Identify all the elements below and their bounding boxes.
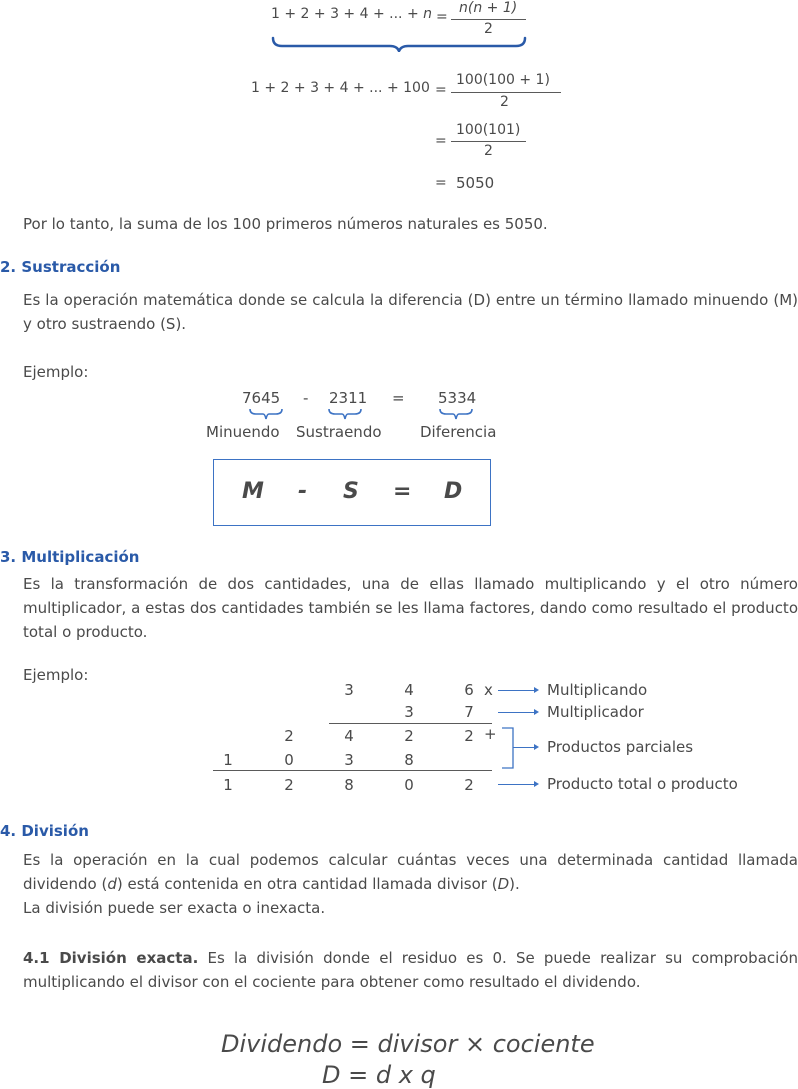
sum-line1-denominator: 2: [500, 94, 509, 110]
subtraction-equals: =: [392, 389, 405, 407]
mult-row5-d3: 8: [344, 776, 354, 794]
sum-formula-numerator: n(n + 1): [459, 0, 518, 16]
division-desc-part3: ).: [509, 875, 520, 893]
mult-row4-d1: 1: [223, 751, 233, 769]
multiplication-example-label: Ejemplo:: [23, 666, 89, 684]
mult-row2-d2: 7: [464, 703, 474, 721]
sum-formula-var: n: [423, 6, 433, 22]
division-description: [23, 848, 798, 896]
mult-row5-d2: 2: [284, 776, 294, 794]
sum-line2-numerator: 100(101): [456, 122, 521, 138]
sum-line2-eq: =: [435, 133, 447, 149]
multiplication-heading: 3. Multiplicación: [0, 548, 140, 566]
box-D: D: [444, 479, 463, 504]
arrow-partials-line: [513, 747, 534, 748]
subtraction-description: Es la operación matemática donde se calcula la diferencia (D) entre un término llamado minuendo (M) y otro sustraendo (S).: [23, 291, 798, 333]
subtrahend-brace-icon: [327, 408, 363, 420]
arrow-product-icon: [534, 781, 539, 787]
label-multiplicand: Multiplicando: [547, 681, 648, 699]
brace-icon: [270, 36, 528, 52]
mult-row5-d4: 0: [404, 776, 414, 794]
arrow-multiplicand-line: [498, 690, 534, 691]
division-desc-part2: ) está contenida en otra cantidad llamada divisor (: [116, 875, 498, 893]
sum-formula-lhs: [271, 6, 432, 22]
sum-formula-eq: =: [436, 9, 448, 25]
division-heading: 4. División: [0, 822, 89, 840]
division-desc-var-D: D: [497, 875, 510, 893]
label-minuend: Minuendo: [206, 423, 280, 441]
subtraction-minuend: 7645: [242, 389, 281, 407]
sum-formula-denominator: 2: [484, 21, 493, 37]
sum-line1-numerator: 100(100 + 1): [456, 72, 550, 88]
arrow-product-line: [498, 784, 534, 785]
difference-brace-icon: [438, 408, 474, 420]
division-exact-text: Es la división donde el residuo es 0. Se puede realizar su comprobación multiplicando el divisor con el cociente para obtener como resultado el dividendo.: [23, 949, 798, 991]
mult-times-sign: x: [484, 681, 493, 699]
mult-plus-sign: +: [484, 725, 497, 743]
arrow-partials-icon: [534, 744, 539, 750]
box-eq: =: [393, 479, 412, 504]
mult-row5-d5: 2: [464, 776, 474, 794]
sum-line2-denominator: 2: [484, 143, 493, 159]
mult-row4-d4: 8: [404, 751, 414, 769]
sum-conclusion: Por lo tanto, la suma de los 100 primeros números naturales es 5050.: [23, 215, 548, 233]
sum-line3-eq: =: [435, 175, 447, 191]
multiplication-description: Es la transformación de dos cantidades, una de ellas llamado multiplicando y el otro número multiplicador, a estas dos cantidades también se les llama factores, dando como resultado el producto total o producto.: [23, 575, 798, 641]
subtraction-minus: -: [303, 389, 309, 407]
sum-formula-lhs-text: 1 + 2 + 3 + 4 + ... +: [271, 6, 424, 22]
mult-row1-d1: 3: [344, 681, 354, 699]
mult-row3-d2: 4: [344, 727, 354, 745]
sum-line2-fraction-bar: [451, 141, 526, 142]
subtraction-difference: 5334: [438, 389, 477, 407]
division-exact: [23, 946, 798, 994]
subtraction-formula-box: [213, 459, 491, 526]
mult-row1-d3: 6: [464, 681, 474, 699]
mult-row4-d3: 3: [344, 751, 354, 769]
minuend-brace-icon: [248, 408, 284, 420]
sum-line1-lhs: 1 + 2 + 3 + 4 + ... + 100: [251, 80, 430, 96]
sum-formula-fraction-bar: [451, 19, 526, 20]
division-types: La división puede ser exacta o inexacta.: [23, 899, 326, 917]
mult-row4-d2: 0: [284, 751, 294, 769]
mult-row5-d1: 1: [223, 776, 233, 794]
label-subtrahend: Sustraendo: [296, 423, 382, 441]
mult-row3-d4: 2: [464, 727, 474, 745]
subtraction-heading: 2. Sustracción: [0, 258, 121, 276]
division-desc-var-d: d: [107, 875, 117, 893]
mult-row3-d3: 2: [404, 727, 414, 745]
mult-row2-d1: 3: [404, 703, 414, 721]
label-difference: Diferencia: [420, 423, 497, 441]
box-S: S: [343, 479, 359, 504]
subtraction-example-label: Ejemplo:: [23, 363, 89, 381]
box-M: M: [242, 479, 264, 504]
sum-line3-result: 5050: [456, 174, 495, 192]
arrow-multiplier-line: [498, 712, 534, 713]
mult-row3-d1: 2: [284, 727, 294, 745]
arrow-multiplier-icon: [534, 709, 539, 715]
label-multiplier: Multiplicador: [547, 703, 644, 721]
mult-line-1: [329, 723, 492, 724]
division-formula-2: D = d x q: [322, 1061, 436, 1089]
division-desc-part1: Es la operación en la cual podemos calcular cuántas veces una determinada cantidad llamada dividendo (: [23, 851, 798, 893]
sum-line1-fraction-bar: [451, 92, 561, 93]
partials-bracket-icon: [500, 726, 520, 770]
sum-line1-eq: =: [435, 82, 447, 98]
mult-line-2: [213, 770, 492, 771]
label-product: Producto total o producto: [547, 775, 738, 793]
label-partials: Productos parciales: [547, 738, 694, 756]
arrow-multiplicand-icon: [534, 687, 539, 693]
mult-row1-d2: 4: [404, 681, 414, 699]
division-exact-title: 4.1 División exacta.: [23, 949, 199, 967]
division-formula-1: Dividendo = divisor × cociente: [221, 1030, 595, 1058]
subtraction-subtrahend: 2311: [329, 389, 368, 407]
box-minus: -: [298, 479, 308, 504]
